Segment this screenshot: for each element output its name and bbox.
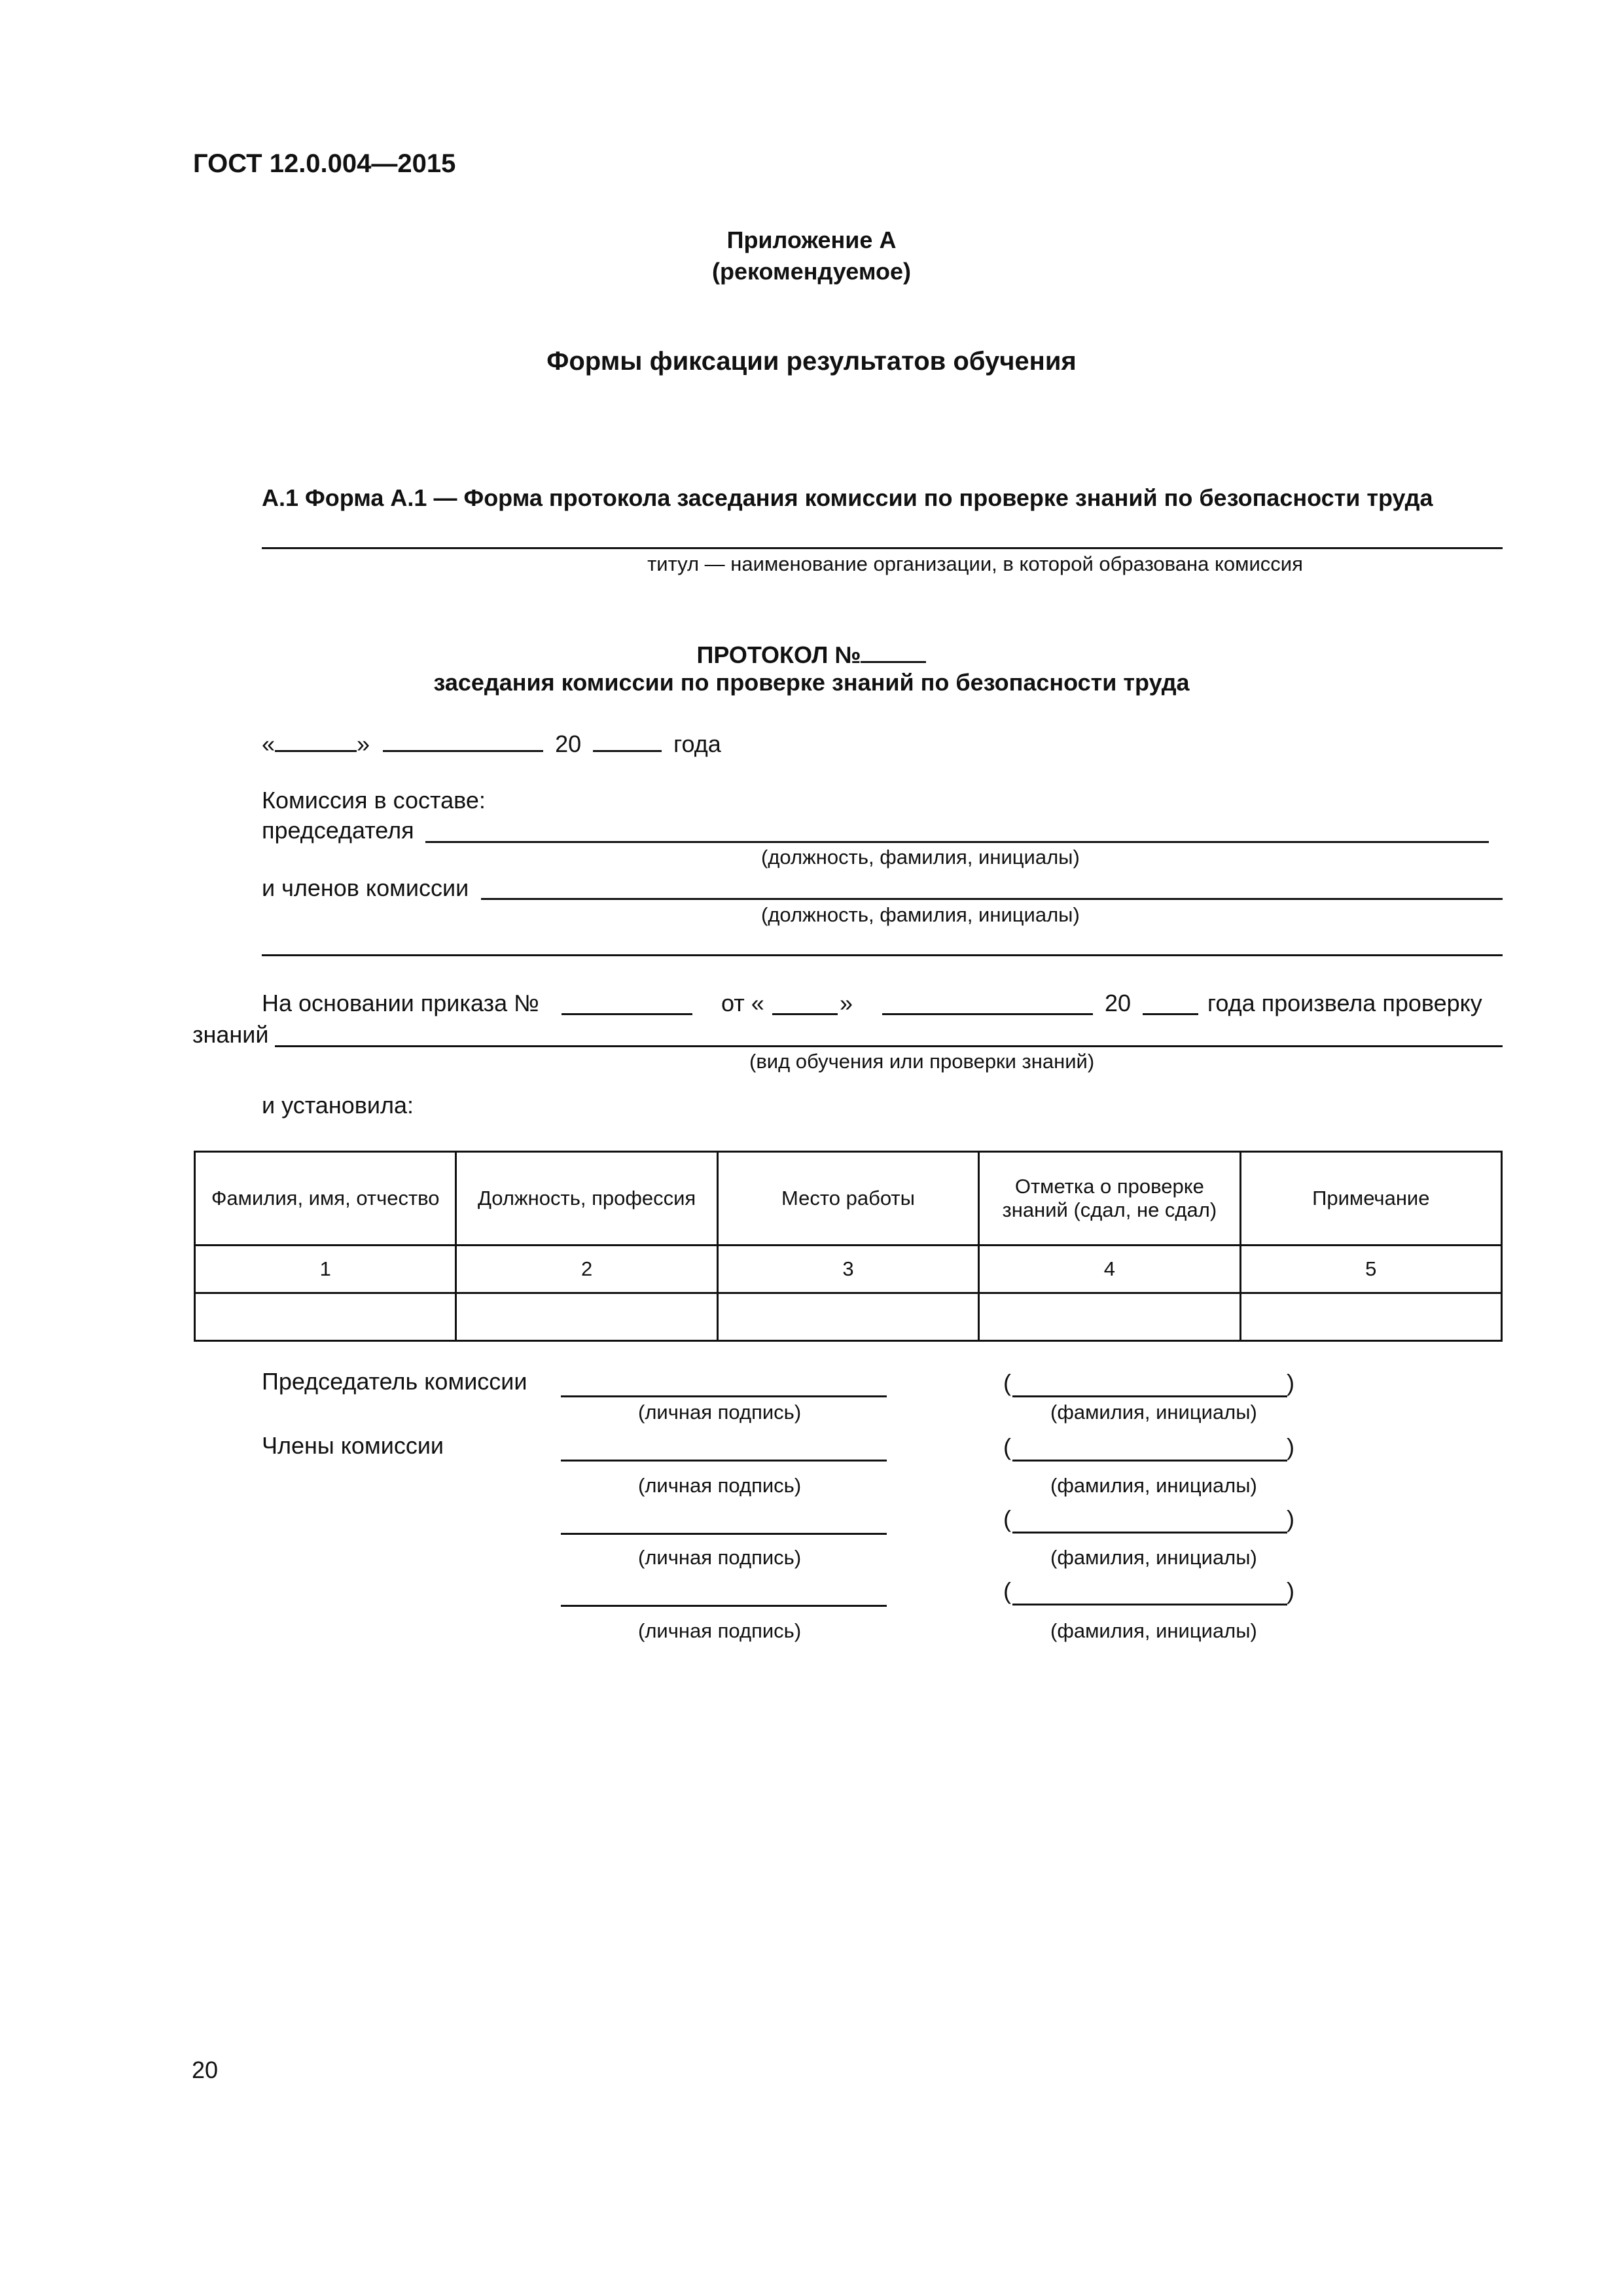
knowledge-label: знаний (192, 1021, 269, 1048)
table-cell-note[interactable] (1240, 1293, 1501, 1341)
page-number: 20 (192, 2056, 219, 2083)
table-cell-full-name[interactable] (195, 1293, 456, 1341)
name-caption: (фамилия, инициалы) (1050, 1474, 1257, 1497)
protocol-number-field[interactable] (861, 639, 926, 663)
order-from: от « (721, 990, 764, 1016)
order-month-field[interactable] (882, 1013, 1093, 1015)
date-open-quote: « (262, 730, 276, 757)
name-caption: (фамилия, инициалы) (1050, 1619, 1257, 1642)
header-workplace: Место работы (717, 1152, 978, 1246)
column-number: 1 (195, 1246, 456, 1293)
members-field[interactable] (481, 898, 1503, 900)
training-caption: (вид обучения или проверки знаний) (749, 1050, 1095, 1073)
organization-caption: титул — наименование организации, в которой образована комиссия (647, 552, 1303, 575)
order-day-field[interactable] (772, 1013, 838, 1015)
column-number: 5 (1240, 1246, 1501, 1293)
order-close-quote: » (840, 990, 853, 1016)
signature-caption: (личная подпись) (638, 1546, 802, 1569)
name-line[interactable] (1012, 1395, 1287, 1397)
signature-caption: (личная подпись) (638, 1401, 802, 1424)
chair-field[interactable] (425, 841, 1489, 843)
column-number: 4 (979, 1246, 1240, 1293)
table-cell-position[interactable] (456, 1293, 717, 1341)
order-year-field[interactable] (1143, 1013, 1198, 1015)
name-line[interactable] (1012, 1532, 1287, 1534)
name-caption: (фамилия, инициалы) (1050, 1401, 1257, 1424)
date-year-word: года (673, 730, 721, 757)
date-month-field[interactable] (383, 728, 543, 752)
signature-line[interactable] (561, 1395, 887, 1397)
chair-label: председателя (262, 817, 414, 844)
open-paren: ( (1003, 1369, 1011, 1396)
column-number: 2 (456, 1246, 717, 1293)
date-century: 20 (555, 730, 582, 757)
order-number-field[interactable] (562, 1013, 692, 1015)
training-type-field[interactable] (275, 1045, 1503, 1047)
order-suffix: года произвела проверку (1207, 990, 1482, 1016)
signature-chair-label: Председатель комиссии (262, 1368, 527, 1395)
signature-line[interactable] (561, 1605, 887, 1607)
name-line[interactable] (1012, 1604, 1287, 1605)
open-paren: ( (1003, 1433, 1011, 1460)
signature-members-label: Члены комиссии (262, 1432, 444, 1459)
date-close-quote: » (357, 730, 370, 757)
close-paren: ) (1287, 1505, 1294, 1532)
results-table (194, 1151, 1503, 1342)
name-caption: (фамилия, инициалы) (1050, 1546, 1257, 1569)
header-check-mark: Отметка о проверке знаний (сдал, не сдал) (979, 1152, 1240, 1246)
section-title: Формы фиксации результатов обучения (546, 347, 1077, 376)
protocol-date-line (262, 728, 721, 758)
chair-caption: (должность, фамилия, инициалы) (761, 846, 1080, 869)
table-number-row (195, 1246, 1502, 1293)
document-code: ГОСТ 12.0.004—2015 (193, 149, 456, 178)
close-paren: ) (1287, 1433, 1294, 1460)
appendix-status: (рекомендуемое) (712, 258, 911, 285)
order-prefix: На основании приказа № (262, 990, 539, 1016)
protocol-title-text: ПРОТОКОЛ № (696, 641, 861, 668)
open-paren: ( (1003, 1577, 1011, 1604)
signature-caption: (личная подпись) (638, 1619, 802, 1642)
appendix-title: Приложение А (726, 226, 897, 253)
open-paren: ( (1003, 1505, 1011, 1532)
date-day-field[interactable] (275, 728, 357, 752)
members-label: и членов комиссии (262, 874, 469, 901)
members-caption: (должность, фамилия, инициалы) (761, 903, 1080, 926)
table-header-row (195, 1152, 1502, 1246)
table-cell-check-mark[interactable] (979, 1293, 1240, 1341)
table-row (195, 1293, 1502, 1341)
signature-line[interactable] (561, 1533, 887, 1535)
protocol-title (0, 639, 1623, 669)
organization-line[interactable] (262, 547, 1503, 549)
close-paren: ) (1287, 1369, 1294, 1396)
commission-label: Комиссия в составе: (262, 787, 486, 814)
header-full-name: Фамилия, имя, отчество (195, 1152, 456, 1246)
members-field-continuation[interactable] (262, 954, 1503, 956)
protocol-subtitle: заседания комиссии по проверке знаний по безопасности труда (433, 669, 1190, 696)
order-century: 20 (1105, 990, 1132, 1016)
date-year-field[interactable] (593, 728, 662, 752)
close-paren: ) (1287, 1577, 1294, 1604)
name-line[interactable] (1012, 1460, 1287, 1462)
form-title: А.1 Форма А.1 — Форма протокола заседания комиссии по проверке знаний по безопасности труда (262, 484, 1433, 511)
established-label: и установила: (262, 1092, 414, 1119)
signature-line[interactable] (561, 1460, 887, 1462)
table-cell-workplace[interactable] (717, 1293, 978, 1341)
column-number: 3 (717, 1246, 978, 1293)
header-position: Должность, профессия (456, 1152, 717, 1246)
signature-caption: (личная подпись) (638, 1474, 802, 1497)
header-note: Примечание (1240, 1152, 1501, 1246)
